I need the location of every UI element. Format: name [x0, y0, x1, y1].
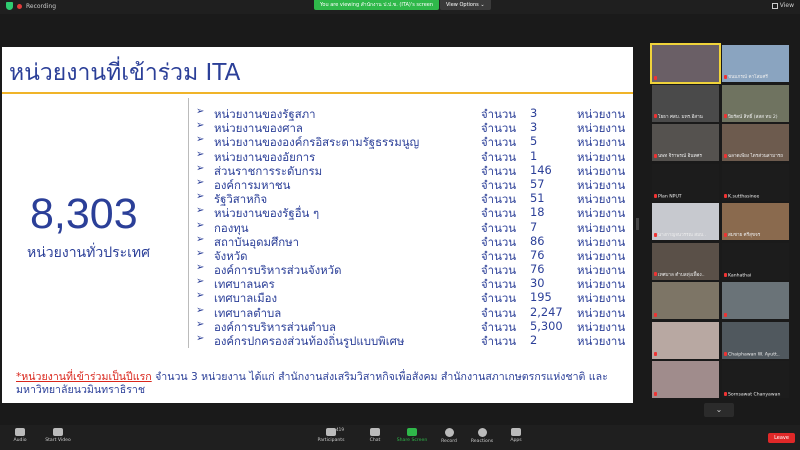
agency-count: 3 [530, 106, 538, 120]
muted-mic-icon [654, 233, 657, 237]
first-year-note [16, 371, 631, 397]
agency-row [196, 106, 633, 120]
count-label: จำนวน [481, 206, 517, 221]
agency-count: 146 [530, 162, 552, 177]
participant-tile[interactable] [652, 124, 719, 161]
agency-name: หน่วยงานของรัฐอื่น ๆ [214, 206, 320, 221]
agency-count: 76 [530, 247, 545, 262]
muted-mic-icon [724, 194, 727, 198]
participant-name-text: นางกาญจนวรรณ สมบ.. [658, 233, 706, 238]
unit-label: หน่วยงาน [577, 277, 626, 292]
view-options-button[interactable]: View Options ⌄ [440, 0, 491, 10]
count-label: จำนวน [481, 334, 517, 348]
muted-mic-icon [654, 194, 657, 198]
agency-name: เทศบาลตำบล [214, 305, 282, 320]
agency-name: หน่วยงานของศาล [214, 121, 303, 136]
count-label: จำนวน [481, 135, 517, 150]
participant-tile[interactable] [722, 203, 789, 240]
participants-count: 419 [336, 427, 344, 432]
agency-row [196, 163, 633, 177]
muted-mic-icon [724, 233, 727, 237]
participant-name-text: K.sutthasinee [728, 194, 760, 200]
agency-row [196, 305, 633, 319]
participant-tile[interactable] [652, 203, 719, 240]
participant-tile[interactable] [722, 361, 789, 398]
agency-name: หน่วยงานของรัฐสภา [214, 107, 316, 121]
chat-bubble-icon [370, 428, 380, 436]
agency-count: 2 [530, 333, 538, 347]
participant-name [654, 313, 658, 319]
unit-label: หน่วยงาน [577, 319, 626, 334]
muted-mic-icon [724, 154, 727, 158]
agency-row [196, 120, 633, 134]
count-label: จำนวน [481, 177, 517, 192]
participant-tile[interactable] [722, 124, 789, 161]
participant-name-text: Chaiphawan W. Ayutt.. [728, 352, 780, 358]
agency-row [196, 177, 633, 191]
record-label: Record [441, 439, 457, 444]
participant-name-text: ชนมภรณ์ คาโสมศรี [728, 75, 768, 80]
agency-count: 2,247 [530, 304, 563, 319]
row-bullet-arrow-icon: ➢ [196, 219, 205, 231]
agency-row [196, 220, 633, 234]
participant-name [724, 153, 783, 160]
agency-row [196, 205, 633, 219]
view-label: View [779, 2, 794, 9]
panel-resize-handle[interactable] [636, 218, 639, 230]
muted-mic-icon [724, 114, 727, 118]
muted-mic-icon [724, 392, 727, 396]
participant-tile[interactable] [722, 164, 789, 201]
apps-icon [511, 428, 521, 436]
participant-name-text: Sornsawat Chanyawan [728, 392, 781, 397]
row-bullet-arrow-icon: ➢ [196, 176, 205, 188]
unit-label: หน่วยงาน [577, 291, 626, 306]
agency-count: 5 [530, 134, 538, 149]
row-bullet-arrow-icon: ➢ [196, 233, 205, 245]
count-label: จำนวน [481, 192, 517, 207]
agency-name: องค์การมหาชน [214, 177, 291, 192]
unit-label: หน่วยงาน [577, 248, 626, 263]
row-bullet-arrow-icon: ➢ [196, 205, 205, 217]
agency-row [196, 234, 633, 248]
viewing-screen-banner: You are viewing สำนักงาน ป.ป.ช. (ITA)'s screen [314, 0, 439, 10]
agency-count: 30 [530, 276, 545, 291]
participant-name [724, 74, 768, 81]
unit-label: หน่วยงาน [577, 305, 626, 320]
agency-row [196, 319, 633, 333]
chat-button[interactable] [355, 428, 395, 443]
participant-tile[interactable] [652, 282, 719, 319]
participant-tile[interactable] [652, 243, 719, 280]
leave-button[interactable]: Leave [768, 433, 795, 443]
apps-label: Apps [510, 438, 522, 443]
agency-name: ส่วนราชการระดับกรม [214, 163, 323, 178]
first-year-note-heading: *หน่วยงานที่เข้าร่วมเป็นปีแรก [16, 371, 152, 383]
unit-label: หน่วยงาน [577, 149, 626, 164]
microphone-muted-icon [15, 428, 25, 436]
agency-row [196, 333, 633, 347]
participant-name [654, 392, 658, 398]
agency-name: กองทุน [214, 220, 249, 235]
agency-name: หน่วยงานขององค์กรอิสระตามรัฐธรรมนูญ [214, 135, 420, 150]
muted-mic-icon [724, 75, 727, 79]
participant-name [724, 194, 759, 200]
agency-name: องค์กรปกครองส่วนท้องถิ่นรูปแบบพิเศษ [214, 334, 405, 348]
participant-name [654, 194, 682, 200]
participant-tile[interactable] [722, 282, 789, 319]
muted-mic-icon [654, 392, 657, 396]
participant-tile[interactable] [652, 361, 719, 398]
row-bullet-arrow-icon: ➢ [196, 333, 205, 344]
participant-tile[interactable] [722, 45, 789, 82]
row-bullet-arrow-icon: ➢ [196, 276, 205, 288]
start-video-label: Start Video [45, 438, 71, 443]
participant-name-text: เทศบาล ตำบลทุ่งเฟื้อง.. [658, 272, 705, 278]
participant-name [654, 153, 702, 160]
unit-label: หน่วยงาน [577, 107, 626, 121]
row-bullet-arrow-icon: ➢ [196, 290, 205, 302]
row-bullet-arrow-icon: ➢ [196, 148, 205, 160]
share-screen-button[interactable] [392, 428, 432, 443]
muted-mic-icon [654, 313, 657, 317]
agency-count: 57 [530, 176, 545, 191]
recording-dot-icon [17, 4, 22, 9]
row-bullet-arrow-icon: ➢ [196, 191, 205, 203]
shared-screen-slide [2, 47, 633, 403]
unit-label: หน่วยงาน [577, 192, 626, 207]
participant-tile[interactable] [722, 322, 789, 359]
agency-name: จังหวัด [214, 248, 248, 263]
agency-name: รัฐวิสาหกิจ [214, 192, 268, 207]
participant-name-text: Plan NPUT [658, 194, 682, 200]
agency-count: 5,300 [530, 318, 563, 333]
reactions-smiley-icon [478, 428, 487, 437]
count-label: จำนวน [481, 149, 517, 164]
muted-mic-icon [654, 76, 657, 80]
participant-name [654, 232, 706, 239]
participants-label: Participants [317, 438, 345, 443]
muted-mic-icon [654, 154, 657, 158]
participant-tile[interactable] [652, 85, 719, 122]
agency-count: 51 [530, 191, 545, 206]
slide-title: หน่วยงานที่เข้าร่วม ITA [9, 60, 241, 86]
view-button[interactable] [772, 2, 794, 9]
start-video-button[interactable] [38, 428, 78, 443]
count-label: จำนวน [481, 107, 517, 121]
agency-name: องค์การบริหารส่วนจังหวัด [214, 263, 342, 278]
security-shield-icon[interactable] [6, 2, 13, 10]
participant-name [654, 352, 658, 358]
participant-name [724, 392, 780, 398]
agency-count: 18 [530, 205, 545, 220]
unit-label: หน่วยงาน [577, 263, 626, 278]
reactions-label: Reactions [470, 439, 494, 444]
participant-name-text: Kanhathai [728, 273, 752, 279]
muted-mic-icon [724, 313, 727, 317]
divider [188, 98, 189, 348]
count-label: จำนวน [481, 305, 517, 320]
participant-name [724, 313, 728, 319]
participant-name-text: สมชาย ศรีสุขจร [728, 233, 761, 238]
row-bullet-arrow-icon: ➢ [196, 162, 205, 174]
row-bullet-arrow-icon: ➢ [196, 247, 205, 259]
count-label: จำนวน [481, 121, 517, 136]
audio-button[interactable] [0, 428, 40, 443]
count-label: จำนวน [481, 220, 517, 235]
agency-row [196, 191, 633, 205]
agency-count: 1 [530, 148, 538, 163]
row-bullet-arrow-icon: ➢ [196, 134, 205, 146]
agency-row [196, 262, 633, 276]
agency-count: 86 [530, 233, 545, 248]
agency-count: 195 [530, 290, 552, 305]
count-label: จำนวน [481, 291, 517, 306]
muted-mic-icon [654, 352, 657, 356]
agency-name: สถาบันอุดมศึกษา [214, 234, 300, 249]
participant-tile[interactable] [722, 85, 789, 122]
agency-count: 76 [530, 262, 545, 277]
row-bullet-arrow-icon: ➢ [196, 318, 205, 330]
participant-name [724, 273, 751, 279]
title-underline [2, 92, 633, 94]
unit-label: หน่วยงาน [577, 234, 626, 249]
participant-name-text: ปิยรัตน์ สิทธิ์ (สสส ทบ 2) [728, 114, 778, 120]
row-bullet-arrow-icon: ➢ [196, 304, 205, 316]
recording-label: Recording [26, 2, 57, 10]
unit-label: หน่วยงาน [577, 177, 626, 192]
record-icon [445, 428, 454, 437]
agency-count: 3 [530, 120, 538, 135]
muted-mic-icon [724, 352, 727, 356]
total-agency-label: หน่วยงานทั่วประเทศ [27, 245, 151, 261]
participant-name-text: ฉลาดเพียง ไตรส่วนสามารถ [728, 154, 784, 159]
participant-name [654, 272, 705, 279]
first-year-note-text: จำนวน 3 หน่วยงาน ได้แก่ สำนักงานส่งเสริมวิสาหกิจเพื่อสังคม สำนักงานสภาเกษตรกรแห่งชาติ และมหาวิทยาลัยนวมินทราธิราช [16, 371, 608, 396]
apps-button[interactable] [496, 428, 536, 443]
count-label: จำนวน [481, 319, 517, 334]
share-screen-icon [407, 428, 417, 436]
unit-label: หน่วยงาน [577, 220, 626, 235]
audio-label: Audio [13, 438, 27, 443]
view-options-label: View Options [446, 2, 479, 8]
muted-mic-icon [724, 273, 727, 277]
row-bullet-arrow-icon: ➢ [196, 262, 205, 274]
participant-name [654, 114, 703, 121]
participant-tile[interactable] [652, 322, 719, 359]
agency-count: 7 [530, 219, 538, 234]
top-bar [0, 0, 800, 14]
count-label: จำนวน [481, 234, 517, 249]
unit-label: หน่วยงาน [577, 334, 626, 348]
participant-name [724, 352, 780, 358]
chat-label: Chat [369, 438, 381, 443]
participant-name-text: นพท จิราพรณ์ อินทศร [658, 154, 702, 159]
muted-mic-icon [654, 272, 657, 276]
row-bullet-arrow-icon: ➢ [196, 106, 205, 117]
agency-name: เทศบาลนคร [214, 277, 275, 292]
agency-name: องค์การบริหารส่วนตำบล [214, 319, 336, 334]
agency-row [196, 248, 633, 262]
participant-name [724, 232, 760, 239]
participant-tile[interactable] [652, 164, 719, 201]
muted-mic-icon [654, 114, 657, 118]
participant-tile[interactable] [652, 45, 719, 82]
agency-row [196, 149, 633, 163]
participant-name [654, 76, 658, 82]
agency-row [196, 134, 633, 148]
unit-label: หน่วยงาน [577, 135, 626, 150]
participant-name-text: โยธา ศสบ. มทร.อีสาน [658, 114, 703, 120]
agency-row [196, 290, 633, 304]
agency-row [196, 276, 633, 290]
grid-view-icon [772, 3, 778, 9]
share-screen-label: Share Screen [396, 438, 428, 443]
video-camera-off-icon [53, 428, 63, 436]
count-label: จำนวน [481, 248, 517, 263]
participant-name [724, 114, 778, 121]
unit-label: หน่วยงาน [577, 121, 626, 136]
agency-name: หน่วยงานของอัยการ [214, 149, 316, 164]
total-agency-count: 8,303 [30, 190, 138, 238]
count-label: จำนวน [481, 277, 517, 292]
agency-list [196, 106, 633, 347]
agency-name: เทศบาลเมือง [214, 291, 278, 306]
recording-indicator[interactable] [6, 2, 56, 10]
count-label: จำนวน [481, 263, 517, 278]
unit-label: หน่วยงาน [577, 163, 626, 178]
count-label: จำนวน [481, 163, 517, 178]
gallery-scroll-down-button[interactable]: ⌄ [704, 403, 734, 417]
row-bullet-arrow-icon: ➢ [196, 120, 205, 132]
participant-tile[interactable] [722, 243, 789, 280]
unit-label: หน่วยงาน [577, 206, 626, 221]
